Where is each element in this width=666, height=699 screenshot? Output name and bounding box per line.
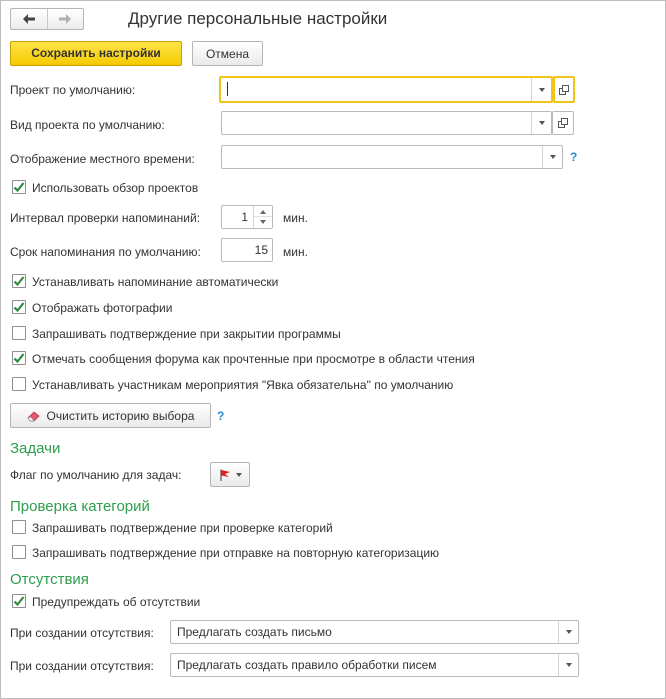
clear-history-label: Очистить историю выбора [46, 408, 195, 423]
checkmark-icon [13, 352, 25, 364]
forward-button[interactable] [47, 9, 83, 29]
chevron-down-icon [566, 663, 572, 667]
window-title: Другие персональные настройки [128, 9, 388, 28]
save-settings-button[interactable]: Сохранить настройки [10, 41, 182, 66]
local-time-label: Отображение местного времени: [10, 152, 195, 166]
reminder-interval-value: 1 [241, 210, 248, 224]
absences-heading: Отсутствия [10, 571, 89, 588]
reminder-interval-spinner[interactable] [253, 206, 272, 228]
cancel-button[interactable] [192, 41, 263, 66]
spin-down-icon[interactable] [260, 220, 266, 224]
eraser-icon [27, 410, 41, 422]
chevron-down-icon [539, 88, 545, 92]
categories-heading: Проверка категорий [10, 498, 150, 515]
open-window-icon [558, 118, 568, 128]
checkmark-icon [13, 595, 25, 607]
attendance-required-label: Устанавливать участникам мероприятия "Явка обязательна" по умолчанию [32, 378, 454, 392]
local-time-value [222, 146, 542, 168]
cancel-label: Отмена [205, 46, 250, 61]
checkmark-icon [13, 275, 25, 287]
confirm-close-checkbox[interactable] [12, 326, 26, 340]
project-type-open-button[interactable] [552, 111, 574, 135]
chevron-down-icon [539, 121, 545, 125]
confirm-check-categories-checkbox[interactable] [12, 520, 26, 534]
use-project-overview-checkbox[interactable] [12, 180, 26, 194]
default-project-value [221, 78, 531, 101]
default-flag-select[interactable] [210, 462, 250, 487]
chevron-down-icon [236, 473, 242, 477]
chevron-down-icon [566, 630, 572, 634]
default-project-open-button[interactable] [553, 76, 575, 103]
confirm-close-label: Запрашивать подтверждение при закрытии программы [32, 327, 341, 341]
reminder-interval-unit: мин. [283, 211, 308, 225]
nav-buttons [10, 8, 84, 30]
reminder-term-unit: мин. [283, 245, 308, 259]
local-time-select[interactable] [221, 145, 563, 169]
tasks-heading: Задачи [10, 440, 61, 457]
default-project-input[interactable] [219, 76, 553, 103]
mark-forum-read-label: Отмечать сообщения форума как прочтенные при просмотре в области чтения [32, 352, 475, 366]
local-time-help-icon[interactable]: ? [570, 150, 578, 164]
absence-create-dropdown-2[interactable] [558, 654, 578, 676]
default-project-label: Проект по умолчанию: [10, 83, 136, 97]
reminder-interval-input[interactable] [221, 205, 273, 229]
attendance-required-checkbox[interactable] [12, 377, 26, 391]
red-flag-icon [219, 469, 231, 481]
spinner-divider [254, 216, 272, 217]
confirm-recategorize-checkbox[interactable] [12, 545, 26, 559]
absence-create-value-2: Предлагать создать правило обработки писем [177, 658, 437, 672]
clear-history-button[interactable] [10, 403, 211, 428]
absence-create-label-1: При создании отсутствия: [10, 626, 154, 640]
project-type-label: Вид проекта по умолчанию: [10, 118, 165, 132]
spin-up-icon[interactable] [260, 210, 266, 214]
absence-create-select-1[interactable] [170, 620, 579, 644]
reminder-term-input[interactable] [221, 238, 273, 262]
confirm-recategorize-label: Запрашивать подтверждение при отправке на повторную категоризацию [32, 546, 440, 560]
clear-history-help-icon[interactable]: ? [217, 409, 225, 423]
back-button[interactable] [11, 9, 47, 29]
confirm-check-categories-label: Запрашивать подтверждение при проверке категорий [32, 521, 333, 535]
absence-create-value-1: Предлагать создать письмо [177, 625, 332, 639]
arrow-right-icon [59, 14, 71, 24]
chevron-down-icon [550, 155, 556, 159]
project-type-input[interactable] [221, 111, 552, 135]
local-time-dropdown-button[interactable] [542, 146, 562, 168]
use-project-overview-label: Использовать обзор проектов [32, 181, 199, 195]
reminder-interval-label: Интервал проверки напоминаний: [10, 211, 201, 225]
arrow-left-icon [23, 14, 35, 24]
show-photos-label: Отображать фотографии [32, 301, 173, 315]
show-photos-checkbox[interactable] [12, 300, 26, 314]
checkmark-icon [13, 301, 25, 313]
project-type-dropdown-button[interactable] [531, 112, 551, 134]
open-window-icon [559, 85, 569, 95]
auto-reminder-checkbox[interactable] [12, 274, 26, 288]
absence-create-label-2: При создании отсутствия: [10, 659, 154, 673]
project-type-value [222, 112, 531, 134]
reminder-term-label: Срок напоминания по умолчанию: [10, 245, 201, 259]
text-cursor [227, 82, 228, 96]
checkmark-icon [13, 181, 25, 193]
mark-forum-read-checkbox[interactable] [12, 351, 26, 365]
default-project-dropdown-button[interactable] [531, 78, 551, 101]
absence-create-select-2[interactable] [170, 653, 579, 677]
auto-reminder-label: Устанавливать напоминание автоматически [32, 275, 279, 289]
warn-absence-label: Предупреждать об отсутствии [32, 595, 201, 609]
warn-absence-checkbox[interactable] [12, 594, 26, 608]
reminder-term-value: 15 [254, 243, 268, 257]
default-flag-label: Флаг по умолчанию для задач: [10, 468, 182, 482]
absence-create-dropdown-1[interactable] [558, 621, 578, 643]
